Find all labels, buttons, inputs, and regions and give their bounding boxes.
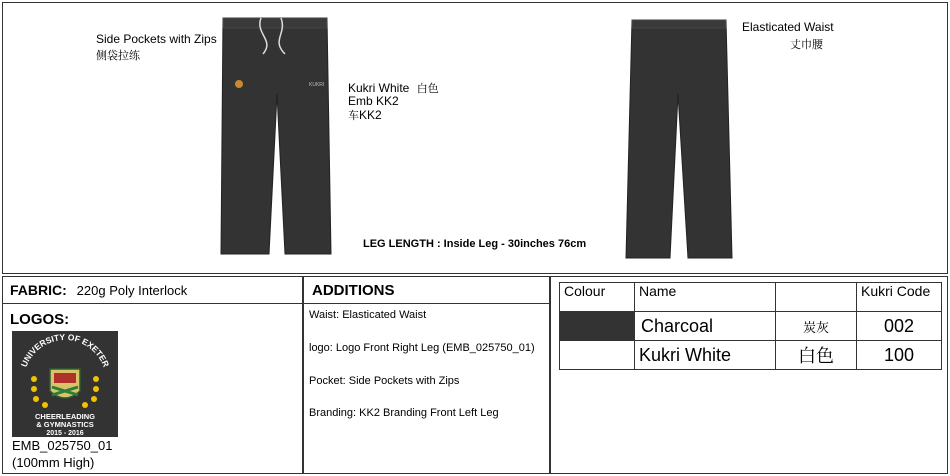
side-pockets-cn: 侧袋拉练 bbox=[96, 50, 140, 62]
kukri-white-cn: 白色 bbox=[416, 83, 439, 95]
colour-name: Kukri White bbox=[635, 341, 776, 370]
table-row bbox=[560, 312, 942, 341]
elasticated-waist-label: Elasticated Waist bbox=[742, 20, 834, 34]
addition-item-branding: Branding: KK2 Branding Front Left Leg bbox=[309, 407, 499, 419]
university-crest-icon bbox=[12, 331, 118, 437]
colour-cn: 炭灰 bbox=[776, 312, 857, 341]
header-colour: Colour bbox=[560, 283, 635, 312]
logo-top-text: UNIVERSITY OF EXETER bbox=[18, 331, 112, 369]
pocket-brand-text: KUKRI bbox=[309, 82, 325, 88]
back-pants-drawing bbox=[622, 18, 734, 262]
colour-code: 002 bbox=[857, 312, 942, 341]
front-pants-drawing bbox=[215, 14, 335, 262]
logo-size: (100mm High) bbox=[12, 455, 95, 470]
colour-swatch-charcoal bbox=[560, 312, 635, 341]
emb-cn-prefix: 车 bbox=[348, 110, 359, 122]
colours-table-header bbox=[560, 283, 942, 312]
colour-cn: 白色 bbox=[776, 341, 857, 370]
logo-code: EMB_025750_01 bbox=[12, 438, 113, 453]
logo-line-1: CHEERLEADING bbox=[34, 412, 96, 421]
colours-table bbox=[559, 282, 942, 370]
emb-cn-label bbox=[348, 107, 382, 123]
elasticated-waist-cn: 丈巾腰 bbox=[790, 39, 823, 51]
fabric-label: FABRIC: bbox=[10, 282, 67, 298]
colour-name: Charcoal bbox=[635, 312, 776, 341]
logo-line-2: & GYMNASTICS bbox=[36, 420, 94, 429]
side-pockets-label: Side Pockets with Zips bbox=[96, 32, 217, 46]
header-cn bbox=[776, 283, 857, 312]
kukri-white-text: Kukri White bbox=[348, 81, 410, 95]
emb-cn-code: KK2 bbox=[359, 108, 382, 122]
additions-title: ADDITIONS bbox=[312, 282, 395, 299]
addition-item-waist: Waist: Elasticated Waist bbox=[309, 309, 427, 321]
header-name: Name bbox=[635, 283, 776, 312]
colour-swatch-white bbox=[560, 341, 635, 370]
colour-code: 100 bbox=[857, 341, 942, 370]
header-kukri-code: Kukri Code bbox=[857, 283, 942, 312]
logos-label: LOGOS: bbox=[10, 311, 70, 328]
fabric-value: 220g Poly Interlock bbox=[76, 283, 188, 298]
emb-label: Emb KK2 bbox=[348, 94, 399, 108]
fabric-row-content bbox=[10, 282, 187, 298]
table-row bbox=[560, 341, 942, 370]
svg-text:UNIVERSITY OF EXETER bbox=[19, 332, 111, 369]
logo-line-3: 2015 - 2016 bbox=[46, 430, 84, 437]
addition-item-logo: logo: Logo Front Right Leg (EMB_025750_01) bbox=[309, 342, 535, 354]
addition-item-pocket: Pocket: Side Pockets with Zips bbox=[309, 375, 460, 387]
logo-image bbox=[12, 331, 118, 437]
leg-length-label: LEG LENGTH : Inside Leg - 30inches 76cm bbox=[363, 238, 587, 250]
